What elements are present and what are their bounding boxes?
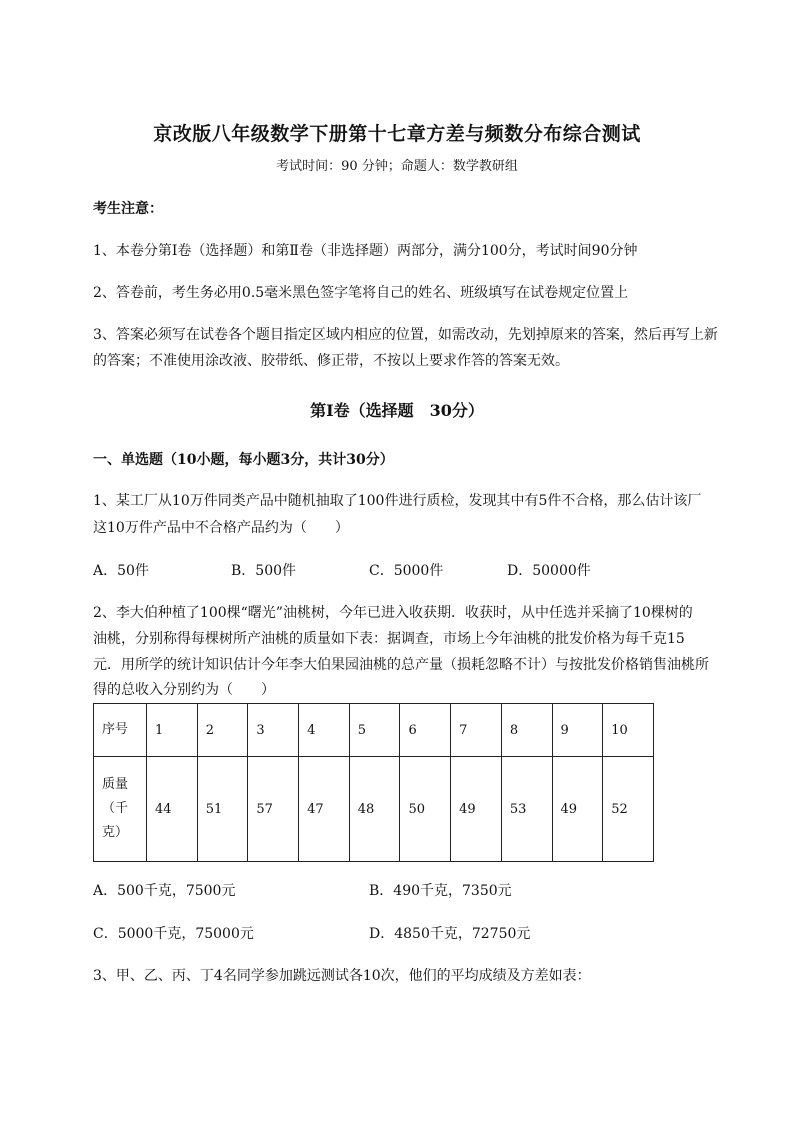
table-cell: 53 bbox=[501, 757, 552, 862]
exam-title: 京改版八年级数学下册第十七章方差与频数分布综合测试 bbox=[153, 123, 641, 145]
table-cell: 9 bbox=[552, 704, 603, 757]
section-title: 第Ⅰ卷（选择题 30分） bbox=[310, 401, 484, 420]
notice-heading: 考生注意： bbox=[93, 201, 163, 217]
table-cell: 7 bbox=[451, 704, 502, 757]
table-cell: 51 bbox=[197, 757, 248, 862]
table-cell: 10 bbox=[603, 704, 654, 757]
notice-item: 2、答卷前，考生务必用0.5毫米黑色签字笔将自己的姓名、班级填写在试卷规定位置上 bbox=[93, 285, 629, 301]
table-cell: 4 bbox=[299, 704, 350, 757]
q1-option-b: B．500件 bbox=[231, 563, 297, 579]
question-2-text: 2、李大伯种植了100棵“曙光”油桃树，今年已进入收获期．收获时，从中任选并采摘了10棵树的 bbox=[93, 605, 693, 621]
table-cell: 3 bbox=[248, 704, 299, 757]
q1-option-a: A．50件 bbox=[93, 563, 149, 579]
table-cell: 47 bbox=[299, 757, 350, 862]
table-cell: 44 bbox=[147, 757, 198, 862]
table-cell: 2 bbox=[197, 704, 248, 757]
table-cell: 1 bbox=[147, 704, 198, 757]
table-row bbox=[94, 757, 654, 862]
question-3-text: 3、甲、乙、丙、丁4名同学参加跳远测试各10次，他们的平均成绩及方差如表： bbox=[93, 968, 591, 984]
part-heading: 一、单选题（10小题，每小题3分，共计30分） bbox=[93, 452, 394, 468]
question-2-text: 得的总收入分别约为（ ） bbox=[93, 682, 275, 698]
notice-item: 1、本卷分第Ⅰ卷（选择题）和第Ⅱ卷（非选择题）两部分，满分100分，考试时间90分钟 bbox=[93, 243, 638, 259]
q2-option-c: C．5000千克，75000元 bbox=[93, 926, 254, 942]
q1-option-d: D．50000件 bbox=[507, 563, 591, 579]
table-cell: 49 bbox=[451, 757, 502, 862]
question-2-text: 元．用所学的统计知识估计今年李大伯果园油桃的总产量（损耗忽略不计）与按批发价格销售油桃所 bbox=[93, 657, 709, 673]
exam-subtitle: 考试时间：90 分钟；命题人：数学教研组 bbox=[276, 159, 518, 174]
notice-item: 的答案；不准使用涂改液、胶带纸、修正带，不按以上要求作答的答案无效。 bbox=[93, 353, 569, 369]
q2-option-d: D．4850千克，72750元 bbox=[369, 926, 531, 942]
table-header-cell: 序号 bbox=[94, 704, 147, 757]
q2-option-b: B．490千克，7350元 bbox=[369, 883, 512, 899]
question-2-text: 油桃，分别称得每棵树所产油桃的质量如下表：据调查，市场上今年油桃的批发价格为每千克15 bbox=[93, 631, 685, 647]
table-cell: 48 bbox=[349, 757, 400, 862]
table-cell: 8 bbox=[501, 704, 552, 757]
table-cell: 49 bbox=[552, 757, 603, 862]
table-cell: 6 bbox=[400, 704, 451, 757]
question-1-text: 1、某工厂从10万件同类产品中随机抽取了100件进行质检，发现其中有5件不合格，那么估计该厂 bbox=[93, 493, 702, 509]
table-row bbox=[94, 704, 654, 757]
table-cell: 57 bbox=[248, 757, 299, 862]
question-1-text: 这10万件产品中不合格产品约为（ ） bbox=[93, 520, 349, 536]
q1-option-c: C．5000件 bbox=[369, 563, 444, 579]
table-cell: 5 bbox=[349, 704, 400, 757]
notice-item: 3、答案必须写在试卷各个题目指定区域内相应的位置，如需改动，先划掉原来的答案，然后再写上新 bbox=[93, 327, 718, 343]
q2-option-a: A．500千克，7500元 bbox=[93, 883, 236, 899]
table-cell: 52 bbox=[603, 757, 654, 862]
table-header-cell: 质量（千克） bbox=[94, 757, 147, 862]
table-cell: 50 bbox=[400, 757, 451, 862]
oil-peach-table bbox=[93, 703, 654, 862]
